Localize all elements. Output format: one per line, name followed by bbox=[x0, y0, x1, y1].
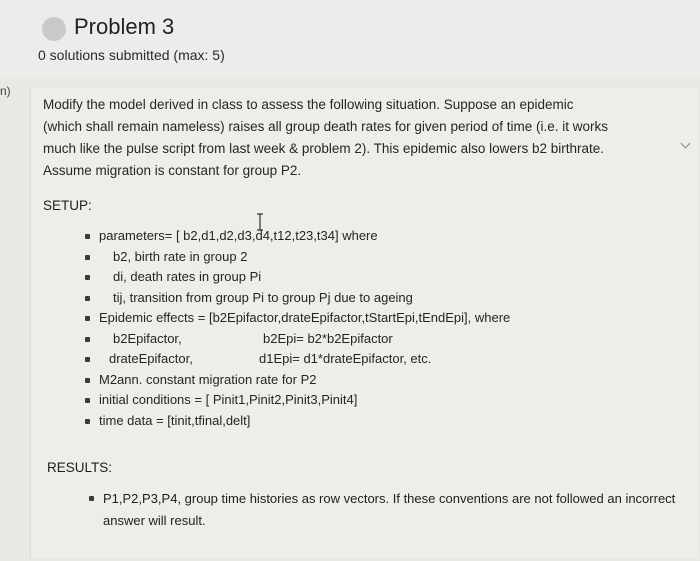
list-item: M2ann. constant migration rate for P2 bbox=[83, 370, 510, 391]
list-item: drateEpifactor, d1Epi= d1*drateEpifactor, etc. bbox=[83, 349, 510, 370]
setup-list bbox=[83, 226, 510, 431]
list-item: parameters= [ b2,d1,d2,d3,d4,t12,t23,t34] where bbox=[83, 226, 510, 247]
results-list bbox=[87, 488, 677, 532]
list-item: Epidemic effects = [b2Epifactor,drateEpifactor,tStartEpi,tEndEpi], where bbox=[83, 308, 510, 329]
submission-count: 0 solutions submitted (max: 5) bbox=[38, 47, 225, 63]
list-item: b2, birth rate in group 2 bbox=[83, 247, 510, 268]
list-item: di, death rates in group Pi bbox=[83, 267, 510, 288]
list-item: tij, transition from group Pi to group Pj due to ageing bbox=[83, 288, 510, 309]
list-item: P1,P2,P3,P4, group time histories as row vectors. If these conventions are not followed an incorrect answer will result. bbox=[87, 488, 677, 532]
setup-heading: SETUP: bbox=[43, 198, 92, 213]
list-item: b2Epifactor, b2Epi= b2*b2Epifactor bbox=[83, 329, 510, 350]
chevron-down-icon bbox=[681, 139, 691, 149]
paragraph-line: Assume migration is constant for group P2. bbox=[43, 163, 302, 178]
paragraph-line: Modify the model derived in class to assess the following situation. Suppose an epidemic bbox=[43, 97, 574, 112]
list-item: time data = [tinit,tfinal,delt] bbox=[83, 411, 510, 432]
list-item: initial conditions = [ Pinit1,Pinit2,Pinit3,Pinit4] bbox=[83, 390, 510, 411]
problem-title: Problem 3 bbox=[74, 14, 175, 39]
problem-paragraph bbox=[43, 94, 655, 182]
problem-description bbox=[30, 88, 699, 558]
edge-text-fragment: n) bbox=[0, 84, 11, 98]
results-heading: RESULTS: bbox=[47, 460, 113, 475]
paragraph-line: much like the pulse script from last week & problem 2). This epidemic also lowers b2 birthrate. bbox=[43, 141, 604, 156]
status-indicator bbox=[42, 17, 66, 41]
problem-header bbox=[0, 0, 700, 78]
paragraph-line: (which shall remain nameless) raises all group death rates for given period of time (i.e. it works bbox=[43, 119, 608, 134]
